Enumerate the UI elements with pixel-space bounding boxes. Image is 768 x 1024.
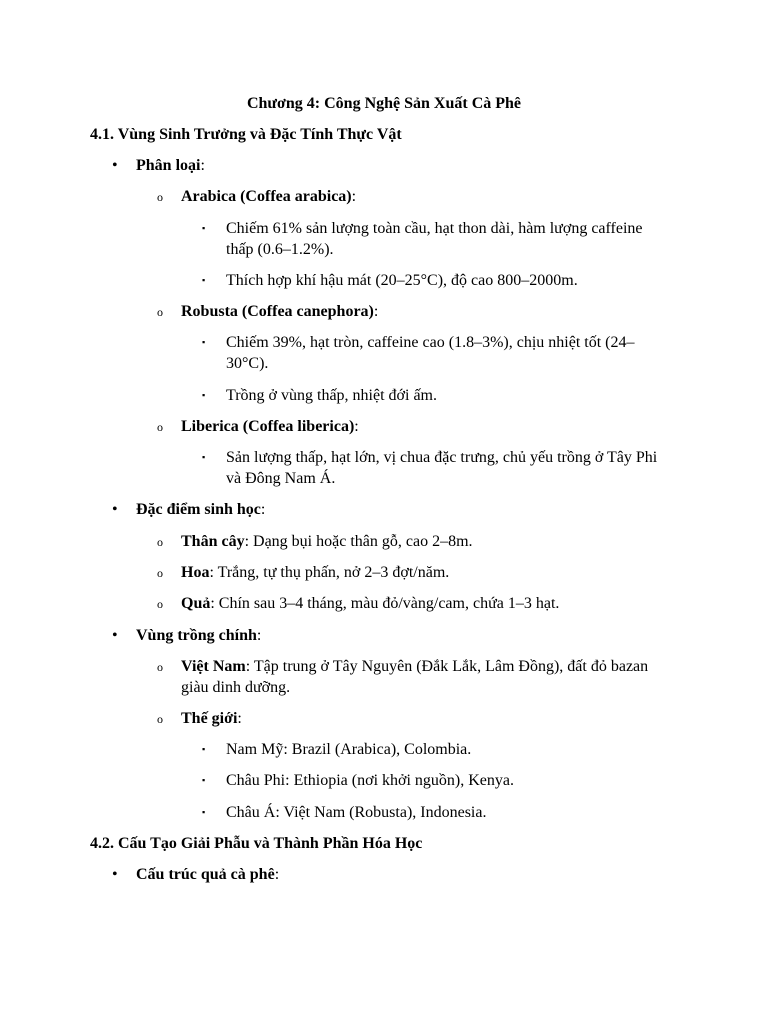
list-item-cau-truc	[112, 864, 676, 885]
square-marker: ▪	[202, 337, 206, 347]
list-item-phan-loai	[112, 155, 676, 176]
point-text: Chiếm 39%, hạt tròn, caffeine cao (1.8–3%), chịu nhiệt tốt (24–30°C).	[226, 334, 635, 372]
circle-marker: o	[157, 305, 163, 319]
square-marker: ▪	[202, 390, 206, 400]
bullet-marker: •	[112, 501, 118, 518]
point-text: Nam Mỹ: Brazil (Arabica), Colombia.	[226, 741, 472, 758]
list-item-viet-nam	[157, 656, 671, 698]
list-item-hoa	[157, 562, 671, 583]
list-item-arabica-point	[202, 218, 671, 260]
term-label: Hoa	[181, 564, 210, 581]
point-text: Châu Á: Việt Nam (Robusta), Indonesia.	[226, 804, 487, 821]
list-item-the-gioi	[157, 708, 671, 729]
list-item-arabica	[157, 186, 671, 207]
circle-marker: o	[157, 535, 163, 549]
term-label: Đặc điểm sinh học	[136, 501, 261, 518]
list-item-liberica-point	[202, 447, 671, 489]
square-marker: ▪	[202, 223, 206, 233]
term-label: Thân cây	[181, 533, 245, 550]
square-marker: ▪	[202, 275, 206, 285]
section-heading-4-2: 4.2. Cấu Tạo Giải Phẫu và Thành Phần Hóa Học	[90, 835, 423, 852]
term-desc: : Trắng, tự thụ phấn, nở 2–3 đợt/năm.	[209, 564, 450, 581]
term-label: Việt Nam	[181, 658, 246, 675]
point-text: Sản lượng thấp, hạt lớn, vị chua đặc trưng, chủ yếu trồng ở Tây Phi và Đông Nam Á.	[226, 449, 658, 487]
circle-marker: o	[157, 566, 163, 580]
list-item-robusta	[157, 301, 671, 322]
list-item-sinh-hoc	[112, 499, 676, 520]
term-label: Phân loại	[136, 157, 201, 174]
bullet-marker: •	[112, 866, 118, 883]
colon: :	[260, 501, 266, 518]
term-label: Vùng trồng chính	[136, 627, 257, 644]
chapter-title: Chương 4: Công Nghệ Sản Xuất Cà Phê	[246, 95, 522, 112]
list-item-liberica	[157, 416, 671, 437]
square-marker: ▪	[202, 452, 206, 462]
circle-marker: o	[157, 712, 163, 726]
square-marker: ▪	[202, 744, 206, 754]
colon: :	[200, 157, 205, 174]
point-text: Thích hợp khí hậu mát (20–25°C), độ cao 800–2000m.	[226, 272, 578, 289]
circle-marker: o	[157, 597, 163, 611]
list-item-vung-trong	[112, 625, 676, 646]
point-text: Trồng ở vùng thấp, nhiệt đới ấm.	[226, 387, 437, 404]
term-label: Robusta (Coffea canephora)	[181, 303, 374, 320]
list-item-robusta-point	[202, 332, 671, 374]
list-item-robusta-point	[202, 385, 671, 406]
term-label: Thế giới	[181, 710, 238, 727]
list-item-qua	[157, 593, 671, 614]
term-desc: : Tập trung ở Tây Nguyên (Đắk Lắk, Lâm Đồng), đất đỏ bazan giàu dinh dưỡng.	[181, 658, 649, 696]
term-label: Cấu trúc quả cà phê	[136, 866, 275, 883]
list-item-than-cay	[157, 531, 671, 552]
term-desc: : Chín sau 3–4 tháng, màu đỏ/vàng/cam, chứa 1–3 hạt.	[210, 595, 560, 612]
colon: :	[237, 710, 242, 727]
colon: :	[256, 627, 262, 644]
term-label: Quả	[181, 595, 211, 612]
list-item-region-point	[202, 739, 671, 760]
point-text: Châu Phi: Ethiopia (nơi khởi nguồn), Kenya.	[226, 772, 514, 789]
term-label: Liberica (Coffea liberica)	[181, 418, 355, 435]
square-marker: ▪	[202, 807, 206, 817]
list-item-region-point	[202, 802, 671, 823]
colon: :	[351, 188, 357, 205]
colon: :	[274, 866, 280, 883]
circle-marker: o	[157, 420, 163, 434]
list-item-arabica-point	[202, 270, 671, 291]
circle-marker: o	[157, 190, 163, 204]
bullet-marker: •	[112, 157, 118, 174]
section-heading-4-1: 4.1. Vùng Sinh Trưởng và Đặc Tính Thực Vật	[90, 126, 402, 143]
circle-marker: o	[157, 660, 163, 674]
square-marker: ▪	[202, 775, 206, 785]
bullet-marker: •	[112, 627, 118, 644]
point-text: Chiếm 61% sản lượng toàn cầu, hạt thon dài, hàm lượng caffeine thấp (0.6–1.2%).	[226, 220, 643, 258]
colon: :	[373, 303, 379, 320]
list-item-region-point	[202, 770, 671, 791]
term-desc: : Dạng bụi hoặc thân gỗ, cao 2–8m.	[244, 533, 473, 550]
term-label: Arabica (Coffea arabica)	[181, 188, 352, 205]
colon: :	[354, 418, 359, 435]
